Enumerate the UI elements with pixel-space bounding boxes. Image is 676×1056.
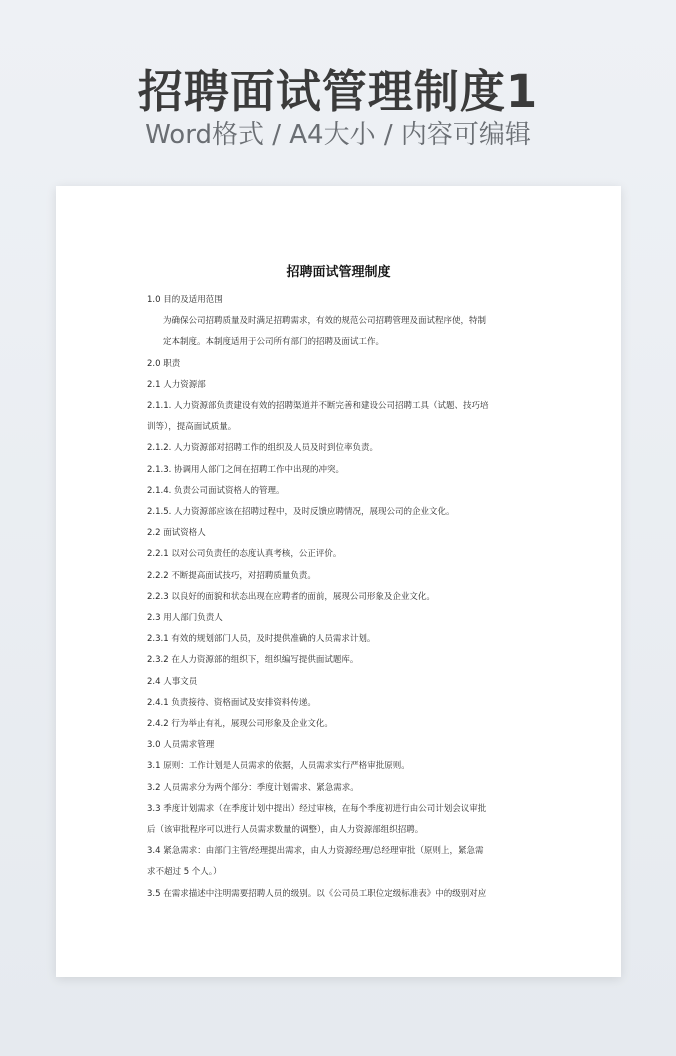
paragraph-line: 3.5 在需求描述中注明需要招聘人员的级别。以《公司员工职位定级标准表》中的级别对应 xyxy=(147,888,487,899)
paragraph-line: 2.1.1. 人力资源部负责建设有效的招聘渠道并不断完善和建设公司招聘工具（试题、技巧培 xyxy=(147,401,489,412)
paragraph-line: 2.3.2 在人力资源部的组织下，组织编写提供面试题库。 xyxy=(147,655,359,666)
paragraph-line: 2.1.5. 人力资源部应该在招聘过程中，及时反馈应聘情况，展现公司的企业文化。 xyxy=(147,507,455,518)
section-heading: 1.0 目的及适用范围 xyxy=(147,295,223,305)
paragraph-line: 训等），提高面试质量。 xyxy=(147,422,237,433)
paragraph-line: 后（该审批程序可以进行人员需求数量的调整），由人力资源部组织招聘。 xyxy=(147,825,424,836)
paragraph-line: 2.1.3. 协调用人部门之间在招聘工作中出现的冲突。 xyxy=(147,464,345,475)
paragraph-line: 2.4.1 负责接待、资格面试及安排资料传递。 xyxy=(147,697,316,708)
document-body xyxy=(147,290,531,905)
paragraph-line: 2.1.2. 人力资源部对招聘工作的组织及人员及时到位率负责。 xyxy=(147,443,379,454)
subsection-heading: 2.2 面试资格人 xyxy=(147,528,206,539)
paragraph-line: 3.3 季度计划需求（在季度计划中提出）经过审核，在每个季度初进行由公司计划会议审批 xyxy=(147,803,487,814)
subsection-heading: 2.3 用人部门负责人 xyxy=(147,613,223,624)
paragraph-line: 3.1 原则：工作计划是人员需求的依据，人员需求实行严格审批原则。 xyxy=(147,761,410,772)
paragraph-line: 为确保公司招聘质量及时满足招聘需求，有效的规范公司招聘管理及面试程序使，特制 xyxy=(163,316,487,327)
section-heading: 2.0 职责 xyxy=(147,358,181,369)
paragraph-line: 2.3.1 有效的规划部门人员，及时提供准确的人员需求计划。 xyxy=(147,634,376,645)
paragraph-line: 3.4 紧急需求：由部门主管/经理提出需求，由人力资源经理/总经理审批（原则上，紧急需 xyxy=(147,846,484,857)
paragraph-line: 2.4.2 行为举止有礼，展现公司形象及企业文化。 xyxy=(147,719,333,730)
paragraph-line: 2.2.2 不断提高面试技巧，对招聘质量负责。 xyxy=(147,570,316,581)
paragraph-line: 2.1.4. 负责公司面试资格人的管理。 xyxy=(147,485,285,496)
section-heading: 3.0 人员需求管理 xyxy=(147,740,215,751)
paragraph-line: 定本制度。本制度适用于公司所有部门的招聘及面试工作。 xyxy=(163,337,385,348)
paragraph-line: 求不超过 5 个人。） xyxy=(147,867,222,878)
paragraph-line: 2.2.1 以对公司负责任的态度认真考核，公正评价。 xyxy=(147,549,342,560)
document-title: 招聘面试管理制度 xyxy=(286,265,391,280)
paragraph-line: 3.2 人员需求分为两个部分：季度计划需求、紧急需求。 xyxy=(147,782,359,793)
document-page xyxy=(56,186,621,977)
banner-subtitle: Word格式 / A4大小 / 内容可编辑 xyxy=(145,120,531,150)
banner xyxy=(0,0,676,170)
banner-title: 招聘面试管理制度1 xyxy=(137,65,539,118)
paragraph-line: 2.2.3 以良好的面貌和状态出现在应聘者的面前，展现公司形象及企业文化。 xyxy=(147,591,435,602)
subsection-heading: 2.4 人事文员 xyxy=(147,676,198,687)
subsection-heading: 2.1 人力资源部 xyxy=(147,379,206,390)
